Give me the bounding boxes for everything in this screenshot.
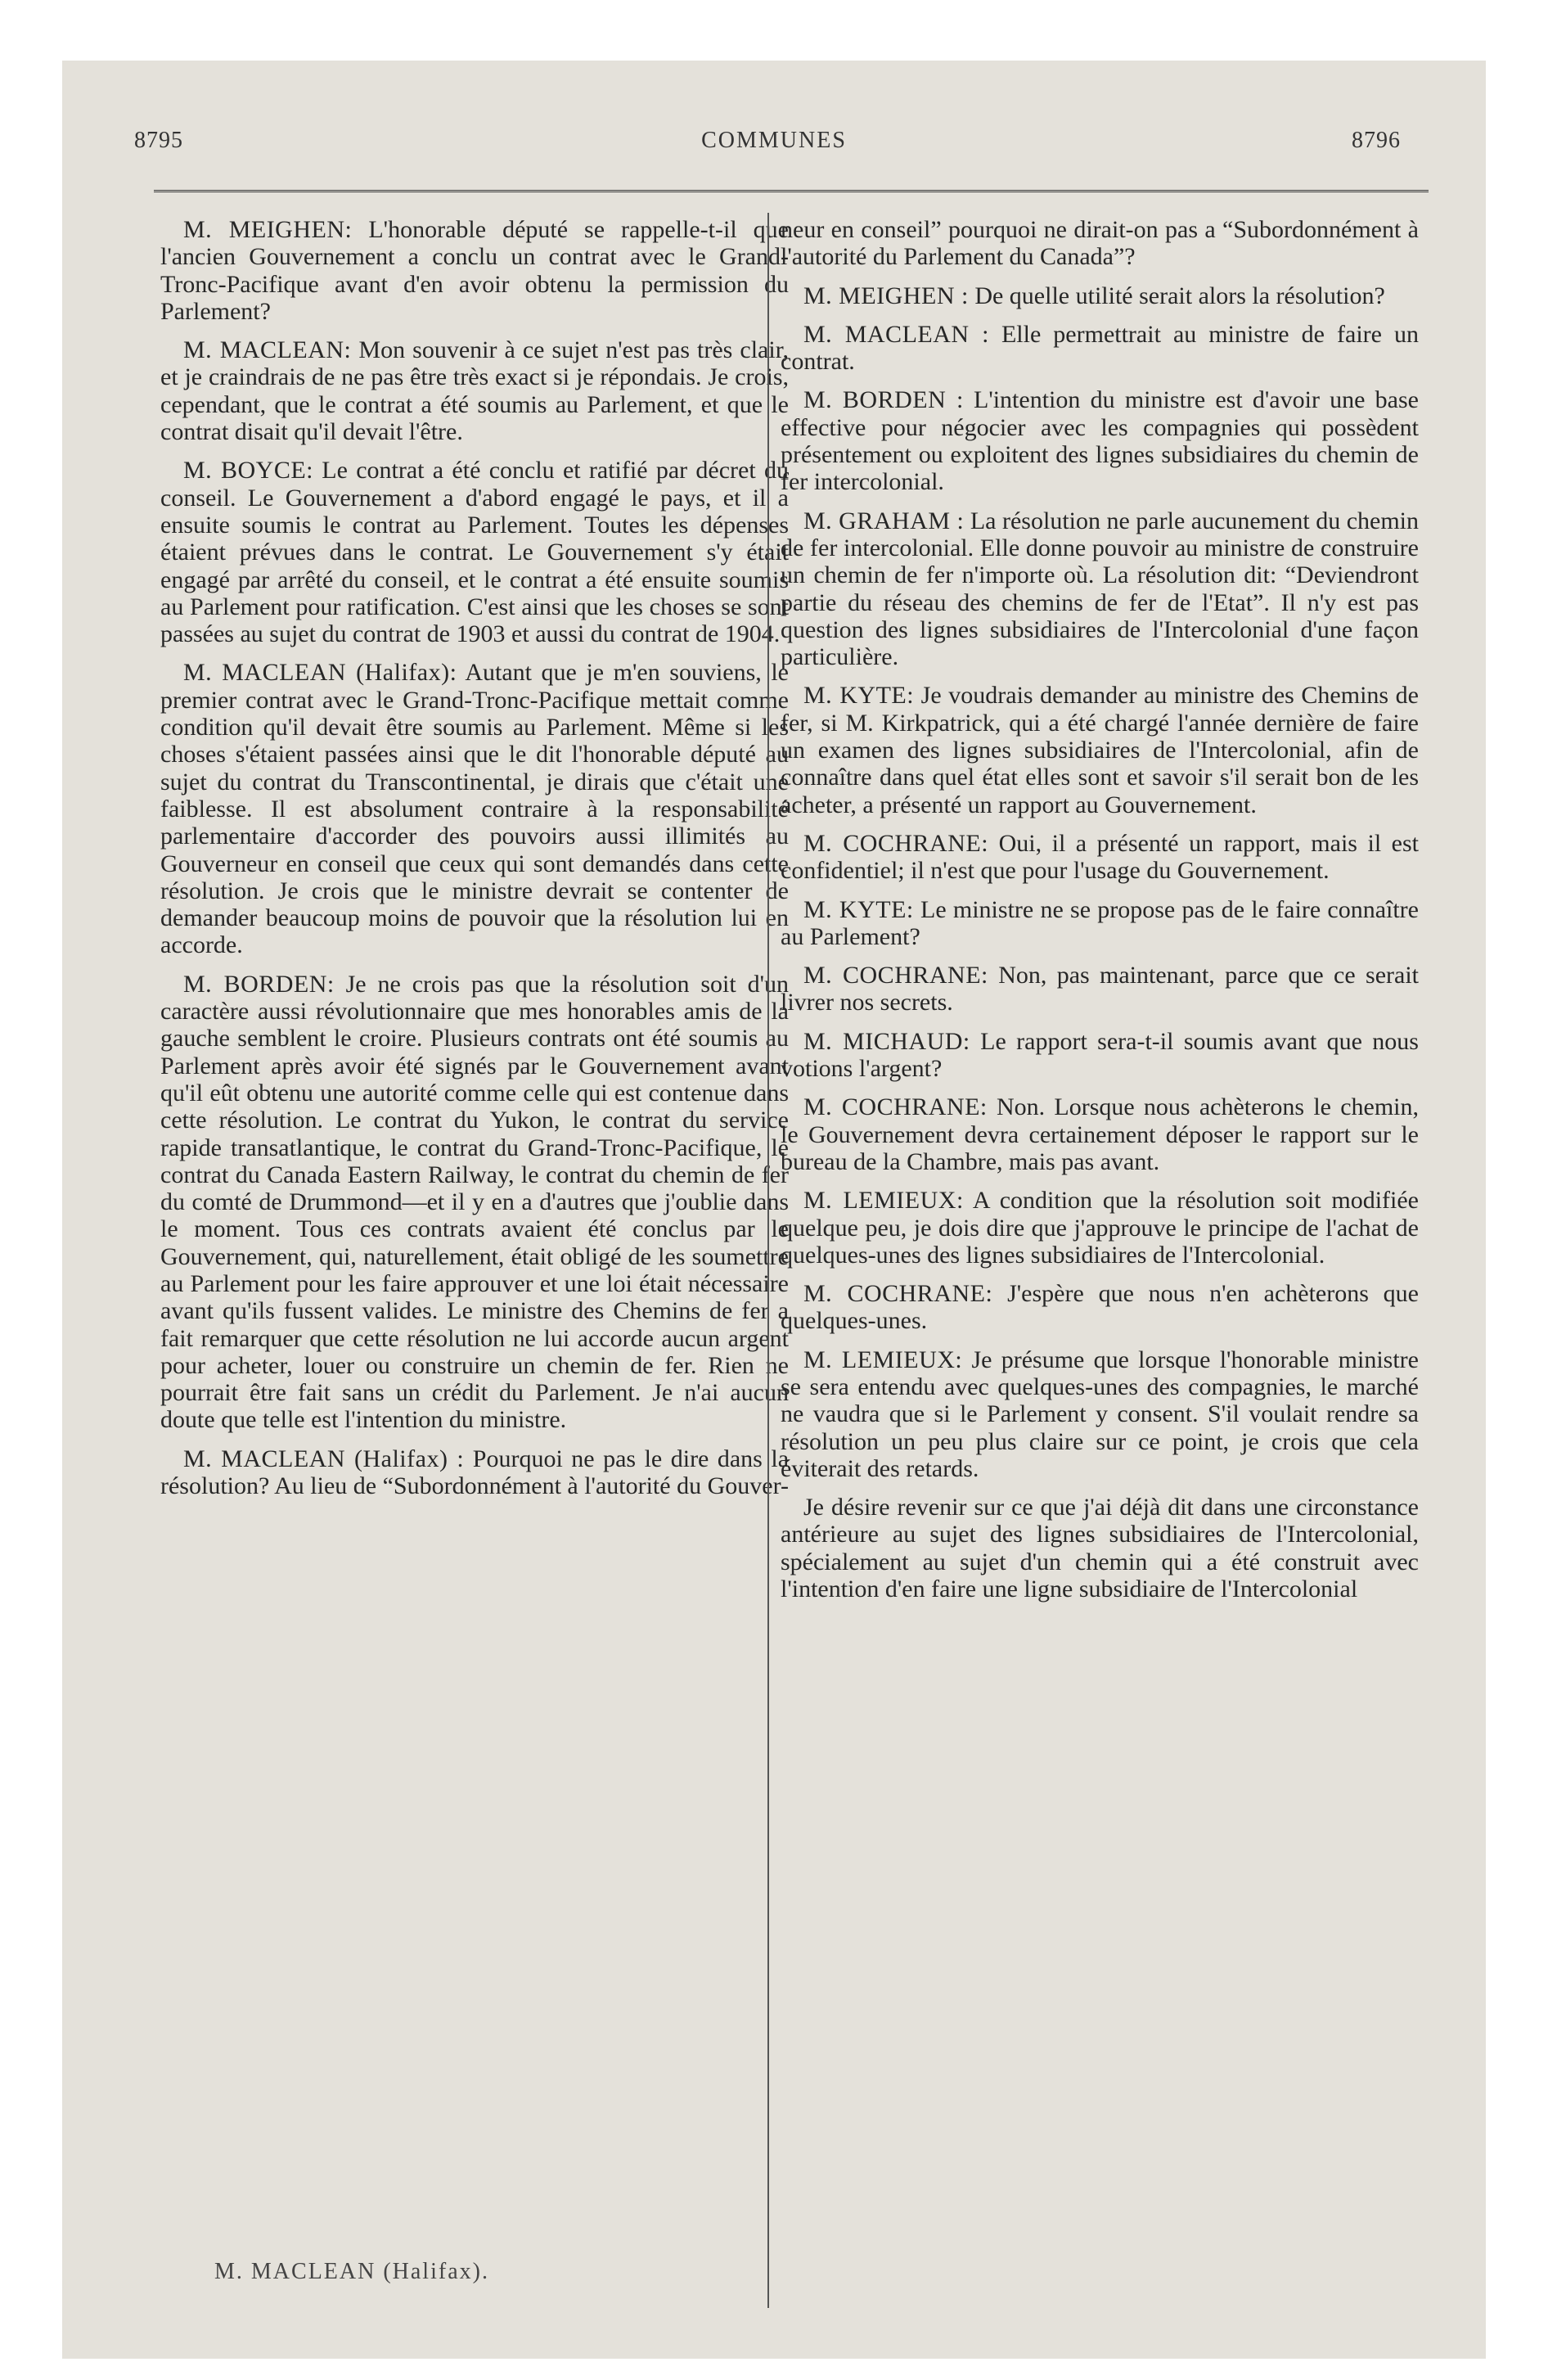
speech-paragraph — [781, 1028, 1419, 1083]
speech-text: La résolution ne parle aucunement du chemin de fer intercolonial. Elle donne pouvoir au ministre de construire un chemin de fer n'importe où. La résolution dit: “Deviendront partie du réseau des chemins de fer de l'Etat”. Il n'y est pas question des lignes subsidiaires de l'Intercolonial d'une façon particulière. — [781, 507, 1419, 671]
speech-text: A condition que la résolution soit modifiée quelque peu, je dois dire que j'approuve le principe de l'achat de quelques-unes des lignes subsidiaires de l'Intercolonial. — [781, 1187, 1419, 1269]
page-number-right: 8796 — [1352, 128, 1401, 153]
speech-text: Non, pas maintenant, parce que ce serait livrer nos secrets. — [781, 962, 1419, 1016]
speech-paragraph — [781, 1280, 1419, 1335]
speaker-name: M. MACLEAN : — [803, 320, 989, 348]
speech-text: neur en conseil” pourquoi ne dirait-on pas a “Subordonnément à l'autorité du Parlement du Canada”? — [781, 216, 1419, 271]
speaker-name: M. COCHRANE: — [803, 1093, 988, 1121]
speech-paragraph — [781, 896, 1419, 951]
speech-paragraph — [781, 507, 1419, 671]
speech-text: Je voudrais demander au ministre des Chemins de fer, si M. Kirkpatrick, qui a été chargé l'année dernière de faire un examen des lignes subsidiaires de l'Intercolonial, afin de connaître dans quel état elles sont et savoir s'il serait bon de les acheter, a présenté un rapport au Gouvernement. — [781, 682, 1419, 818]
speech-text: L'honorable député se rappelle-t-il que l'ancien Gouvernement a conclu un contrat avec le Grand-Tronc-Pacifique avant d'en avoir obtenu la permission du Parlement? — [160, 216, 789, 325]
speech-text: Non. Lorsque nous achèterons le chemin, le Gouvernement devra certainement déposer le rapport sur le bureau de la Chambre, mais pas avant. — [781, 1093, 1420, 1175]
speech-paragraph — [781, 1093, 1419, 1175]
header-rule — [154, 190, 1429, 192]
speaker-name: M. LEMIEUX: — [803, 1346, 963, 1373]
speech-paragraph — [781, 830, 1419, 885]
speech-paragraph — [781, 962, 1419, 1016]
speech-text: Le contrat a été conclu et ratifié par décret du conseil. Le Gouvernement a d'abord engagé le pays, et il a ensuite soumis le contrat au Parlement. Toutes les dépenses étaient prévues dans le contrat. Le Gouvernement s'y était engagé par arrêté du conseil, et le contrat a été ensuite soumis au Parlement pour ratification. C'est ainsi que les choses se sont passées au sujet du contrat de 1903 et aussi du contrat de 1904. — [160, 457, 789, 648]
speaker-name: M. LEMIEUX: — [803, 1187, 964, 1215]
speech-paragraph — [160, 336, 789, 445]
speech-paragraph — [781, 1346, 1419, 1482]
speech-paragraph — [781, 282, 1419, 309]
speech-text: Je présume que lorsque l'honorable ministre se sera entendu avec quelques-unes des compagnies, le marché ne vaudra que si le Parlement y consent. S'il voulait rendre sa résolution un peu plus claire sur ce point, je crois que cela éviterait des retards. — [781, 1346, 1419, 1482]
speech-text: Autant que je m'en souviens, le premier contrat avec le Grand-Tronc-Pacifique mettait comme condition qu'il devait être soumis au Parlement. Même si les choses s'étaient passées ainsi que le dit l'honorable député au sujet du contrat du Transcontinental, je dirais que c'était une faiblesse. Il est absolument contraire à la responsabilité parlementaire d'accorder des pouvoirs aussi illimités au Gouverneur en conseil que ceux qui sont demandés dans cette résolution. Je crois que le ministre devrait se contenter de demander beaucoup moins de pouvoir que la résolution lui en accorde. — [160, 659, 789, 959]
speech-paragraph — [160, 659, 789, 958]
speaker-name: M. MACLEAN (Halifax) : — [183, 1445, 465, 1472]
speech-paragraph — [160, 457, 789, 647]
speaker-name: M. BORDEN : — [803, 386, 964, 414]
speech-text: Je désire revenir sur ce que j'ai déjà dit dans une circonstance antérieure au sujet des lignes subsidiaires de l'Intercolonial, spécialement au sujet d'un chemin qui a été construit avec l'intention d'en faire une ligne subsidiaire de l'Intercolonial — [781, 1494, 1419, 1603]
speaker-name: M. GRAHAM : — [803, 507, 965, 534]
speech-paragraph — [781, 1187, 1419, 1269]
speaker-name: M. MEIGHEN : — [803, 282, 969, 309]
speech-text: Je ne crois pas que la résolution soit d'un caractère aussi révolutionnaire que mes honorables amis de la gauche semblent le croire. Plusieurs contrats ont été soumis au Parlement après avoir été signés par le Gouvernement avant qu'il eût obtenu une autorité comme celle qui est contenue dans cette résolution. Le contrat du Yukon, le contrat du service rapide transatlantique, le contrat du Grand-Tronc-Pacifique, le contrat du Canada Eastern Railway, le contrat du chemin de fer du comté de Drummond—et il y en a d'autres que j'oublie dans le moment. Tous ces contrats avaient été conclus par le Gouvernement, qui, naturellement, était obligé de les soumettre au Parlement pour les faire approuver et une loi était nécessaire avant qu'ils fussent valides. Le ministre des Chemins de fer a fait remarquer que cette résolution ne lui accorde aucun argent pour acheter, louer ou construire un chemin de fer. Rien ne pourrait être fait sans un crédit du Parlement. Je n'ai aucun doute que telle est l'intention du ministre. — [160, 970, 789, 1434]
document-page — [62, 61, 1486, 2359]
speech-paragraph — [160, 1445, 789, 1500]
speaker-name: M. COCHRANE: — [803, 1280, 993, 1308]
speech-paragraph — [781, 682, 1419, 818]
speech-text: De quelle utilité serait alors la résolution? — [968, 282, 1385, 309]
speaker-name: M. KYTE: — [803, 682, 915, 710]
speech-paragraph — [781, 216, 1419, 271]
speech-text: Pourquoi ne pas le dire dans la résolution? Au lieu de “Subordonnément à l'autorité du Gouver- — [160, 1445, 790, 1500]
speech-text: L'intention du ministre est d'avoir une base effective pour négocier avec les compagnies qui possèdent présentement ou exploitent des lignes subsidiaires du chemin de fer intercolonial. — [781, 386, 1419, 496]
page-number-left: 8795 — [134, 128, 183, 153]
speech-text: Le ministre ne se propose pas de le faire connaître au Parlement? — [781, 895, 1419, 950]
speaker-name: M. KYTE: — [803, 895, 914, 923]
right-column — [781, 216, 1419, 1614]
speech-text: J'espère que nous n'en achèterons que quelques-unes. — [781, 1280, 1419, 1335]
footer-speaker-note: M. MACLEAN (Halifax). — [214, 2259, 489, 2284]
speaker-name: M. COCHRANE: — [803, 829, 989, 857]
speech-text: Oui, il a présenté un rapport, mais il est confidentiel; il n'est que pour l'usage du Gouvernement. — [781, 829, 1420, 885]
speech-paragraph — [781, 321, 1419, 376]
speaker-name: M. COCHRANE: — [803, 962, 988, 989]
column-divider — [767, 213, 769, 2308]
speaker-name: M. BOYCE: — [183, 457, 313, 485]
speech-text: Elle permettrait au ministre de faire un contrat. — [781, 320, 1419, 376]
running-title: COMMUNES — [701, 128, 847, 153]
left-column — [160, 216, 789, 1511]
speaker-name: M. MACLEAN: — [183, 336, 352, 364]
speaker-name: M. BORDEN: — [183, 970, 335, 998]
speech-text: Le rapport sera-t-il soumis avant que nous votions l'argent? — [781, 1027, 1419, 1083]
speaker-name: M. MEIGHEN: — [183, 216, 353, 243]
speaker-name: M. MICHAUD: — [803, 1027, 970, 1055]
speech-text: Mon souvenir à ce sujet n'est pas très clair, et je craindrais de ne pas être très exact si je répondais. Je crois, cependant, que le contrat a été soumis au Parlement, et que le contrat disait qu'il devait l'être. — [160, 336, 789, 446]
speaker-name: M. MACLEAN (Halifax): — [183, 659, 457, 687]
speech-paragraph — [160, 971, 789, 1434]
speech-paragraph — [781, 386, 1419, 495]
speech-paragraph — [781, 1494, 1419, 1602]
speech-paragraph — [160, 216, 789, 325]
